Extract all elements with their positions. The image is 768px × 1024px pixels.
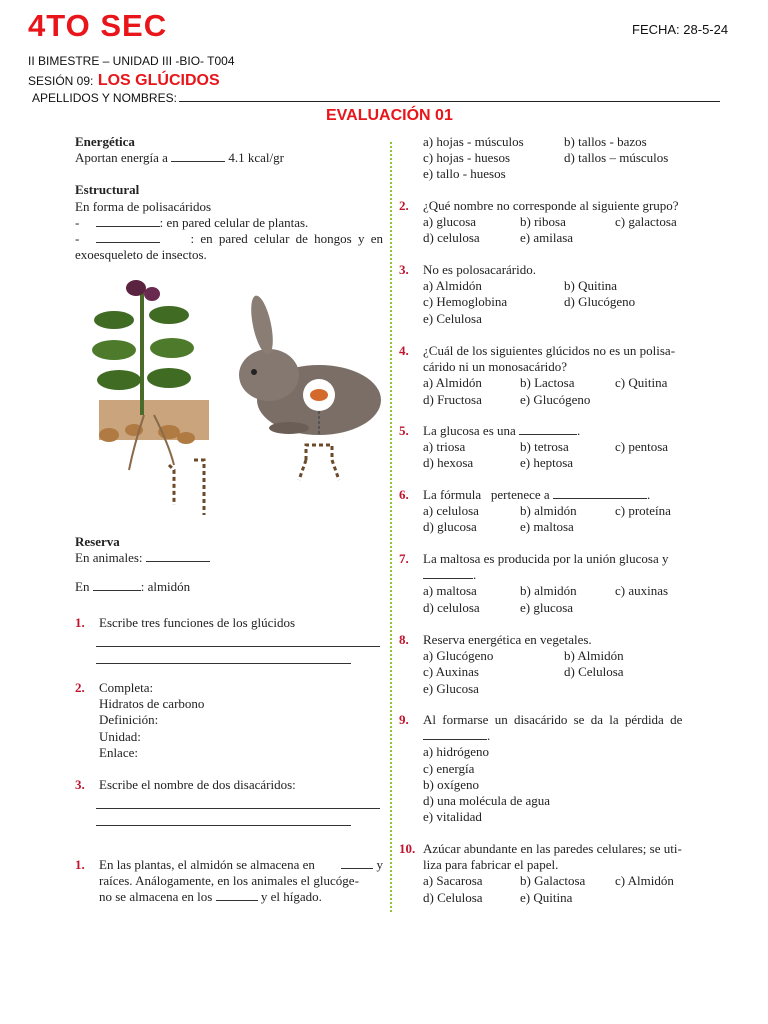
date-label: FECHA: 28-5-24 [632,22,729,37]
reserva-animals: En animales: [75,550,383,566]
right-question-10: 10. Azúcar abundante en las paredes celulares; se uti- liza para fabricar el papel. a) Sacarosa b) Galactosa c) Almidón d) Celulosa e) Quitina [399,841,682,905]
names-blank [179,90,720,102]
reserva-title: Reserva [75,534,120,549]
right-question-6: 6. La fórmula pertenece a . a) celulosa b) almidón c) proteína d) glucosa e) maltosa [399,487,671,535]
names-row [32,90,720,105]
estructural-intro: En forma de polisacáridos [75,198,212,214]
energetica-line: Aportan energía a 4.1 kcal/gr [75,150,284,166]
right-question-9: 9. Al formarse un disacárido se da la pérdida de . a) hidrógeno c) energía b) oxígeno d) una molécula de agua e) vitalidad [399,712,683,825]
estructural-item-2-cont: exoesqueleto de insectos. [75,247,207,263]
left-question-3: 3. Escribe el nombre de dos disacáridos: [75,777,296,792]
column-divider [390,142,392,912]
rabbit-icon [239,294,381,480]
session-title: LOS GLÚCIDOS [97,72,220,89]
plant-icon [92,280,209,515]
right-question-2: 2. ¿Qué nombre no corresponde al siguiente grupo? a) glucosa b) ribosa c) galactosa d) celulosa e) amilasa [399,198,679,246]
estructural-item-1: - : en pared celular de plantas. [75,214,309,230]
left-question-1: 1. Escribe tres funciones de los glúcidos [75,615,296,630]
right-question-5: 5. La glucosa es una . a) triosa b) tetrosa c) pentosa d) hexosa e) heptosa [399,423,669,471]
right-question-4: 4. ¿Cuál de los siguientes glúcidos no es un polisa- cárido ni un monosacárido? a) Almidón b) Lactosa c) Quitina d) Fructosa e) Glucógeno [399,343,676,407]
estructural-item-2: - : en pared celular de hongos y en [75,231,383,247]
right-question-3: 3. No es polosacarárido. a) Almidón b) Quitina c) Hemoglobina d) Glucógeno e) Celulosa [399,262,636,326]
estructural-title: Estructural [75,182,140,198]
right-question-1-options: a) hojas - músculos b) tallos - bazos c) hojas - huesos d) tallos – músculos e) tallo - huesos [423,134,669,182]
reserva-plants: En : almidón [75,579,191,595]
left-question-4: 1. En las plantas, el almidón se almacena en y raíces. Análogamente, en los animales el glucóge- no se almacena en los y el hígado. [75,857,383,905]
right-question-7: 7. La maltosa es producida por la unión glucosa y . a) maltosa b) almidón c) auxinas d) celulosa e) glucosa [399,551,669,615]
energetica-title: Energética [75,134,135,149]
right-question-8: 8. Reserva energética en vegetales. a) Glucógeno b) Almidón c) Auxinas d) Celulosa e) Glucosa [399,632,624,696]
session-row [28,72,220,90]
session-label: SESIÓN 09: [28,74,94,88]
reserva-section [75,534,383,596]
plant-rabbit-illustration [74,270,384,525]
left-question-2: 2. Completa: Hidratos de carbono Definición: Unidad: Enlace: [75,680,205,760]
bimester-label: II BIMESTRE – UNIDAD III -BIO- T004 [28,54,235,68]
left-column [75,134,383,263]
q3-answer-lines [0,792,380,826]
evaluation-title: EVALUACIÓN 01 [326,107,453,124]
names-label: APELLIDOS Y NOMBRES: [32,91,177,105]
q1-answer-lines [0,630,380,664]
grade-title: 4TO SEC [28,8,168,43]
